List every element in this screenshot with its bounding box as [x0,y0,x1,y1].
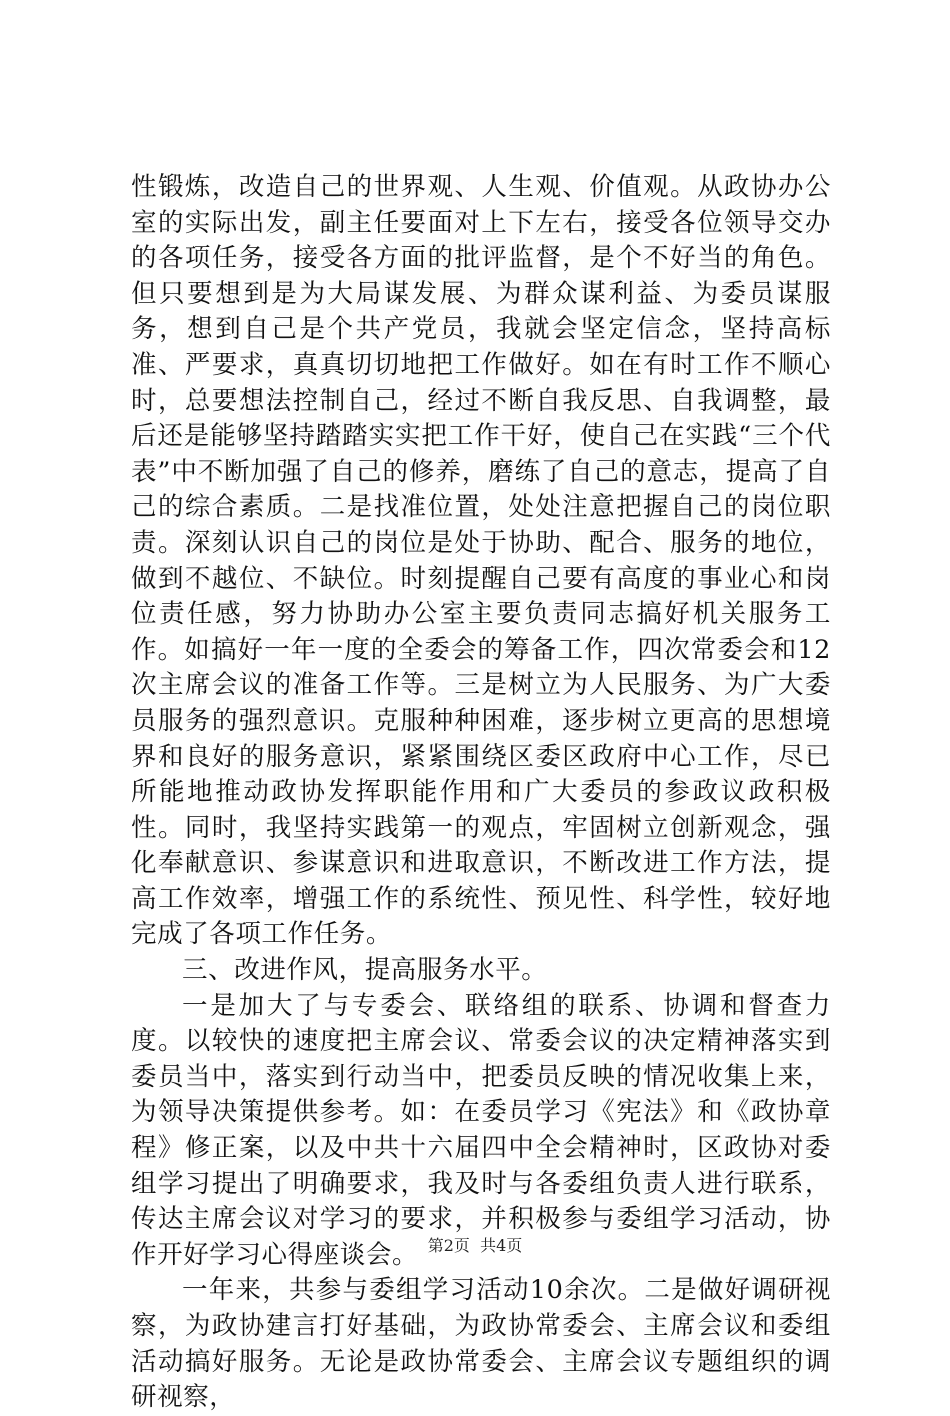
paragraph-continuation: 性锻炼，改造自己的世界观、人生观、价值观。从政协办公室的实际出发，副主任要面对上下左右，接受各位领导交办的各项任务，接受各方面的批评监督，是个不好当的角色。但只要想到是为大局谋发展、为群众谋利益、为委员谋服务，想到自己是个共产党员，我就会坚定信念，坚持高标准、严要求，真真切切地把工作做好。如在有时工作不顺心时，总要想法控制自己，经过不断自我反思、自我调整，最后还是能够坚持踏踏实实把工作干好，使自己在实践“三个代表”中不断加强了自己的修养，磨练了自己的意志，提高了自己的综合素质。二是找准位置，处处注意把握自己的岗位职责。深刻认识自己的岗位是处于协助、配合、服务的地位，做到不越位、不缺位。时刻提醒自己要有高度的事业心和岗位责任感，努力协助办公室主要负责同志搞好机关服务工作。如搞好一年一度的全委会的筹备工作，四次常委会和12次主席会议的准备工作等。三是树立为人民服务、为广大委员服务的强烈意识。克服种种困难，逐步树立更高的思想境界和良好的服务意识，紧紧围绕区委区政府中心工作，尽已所能地推动政协发挥职能作用和广大委员的参政议政积极性。同时，我坚持实践第一的观点，牢固树立创新观念，强化奉献意识、参谋意识和进取意识，不断改进工作方法，提高工作效率，增强工作的系统性、预见性、科学性，较好地完成了各项工作任务。 [131,172,831,950]
paragraph: 一年来，共参与委组学习活动10余次。二是做好调研视察，为政协建言打好基础，为政协常委会、主席会议和委组活动搞好服务。无论是政协常委会、主席会议专题组织的调研视察， [131,1275,831,1413]
section-heading: 三、改进作风，提高服务水平。 [182,955,548,986]
page-number-footer: 第2页 共4页 [427,1236,523,1255]
document-body [131,170,831,1416]
paragraph: 一是加大了与专委会、联络组的联系、协调和督查力度。以较快的速度把主席会议、常委会议的决定精神落实到委员当中，落实到行动当中，把委员反映的情况收集上来，为领导决策提供参考。如：在委员学习《宪法》和《政协章程》修正案，以及中共十六届四中全会精神时，区政协对委组学习提出了明确要求，我及时与各委组负责人进行联系，传达主席会议对学习的要求，并积极参与委组学习活动，协作开好学习心得座谈会。 [131,990,831,1270]
